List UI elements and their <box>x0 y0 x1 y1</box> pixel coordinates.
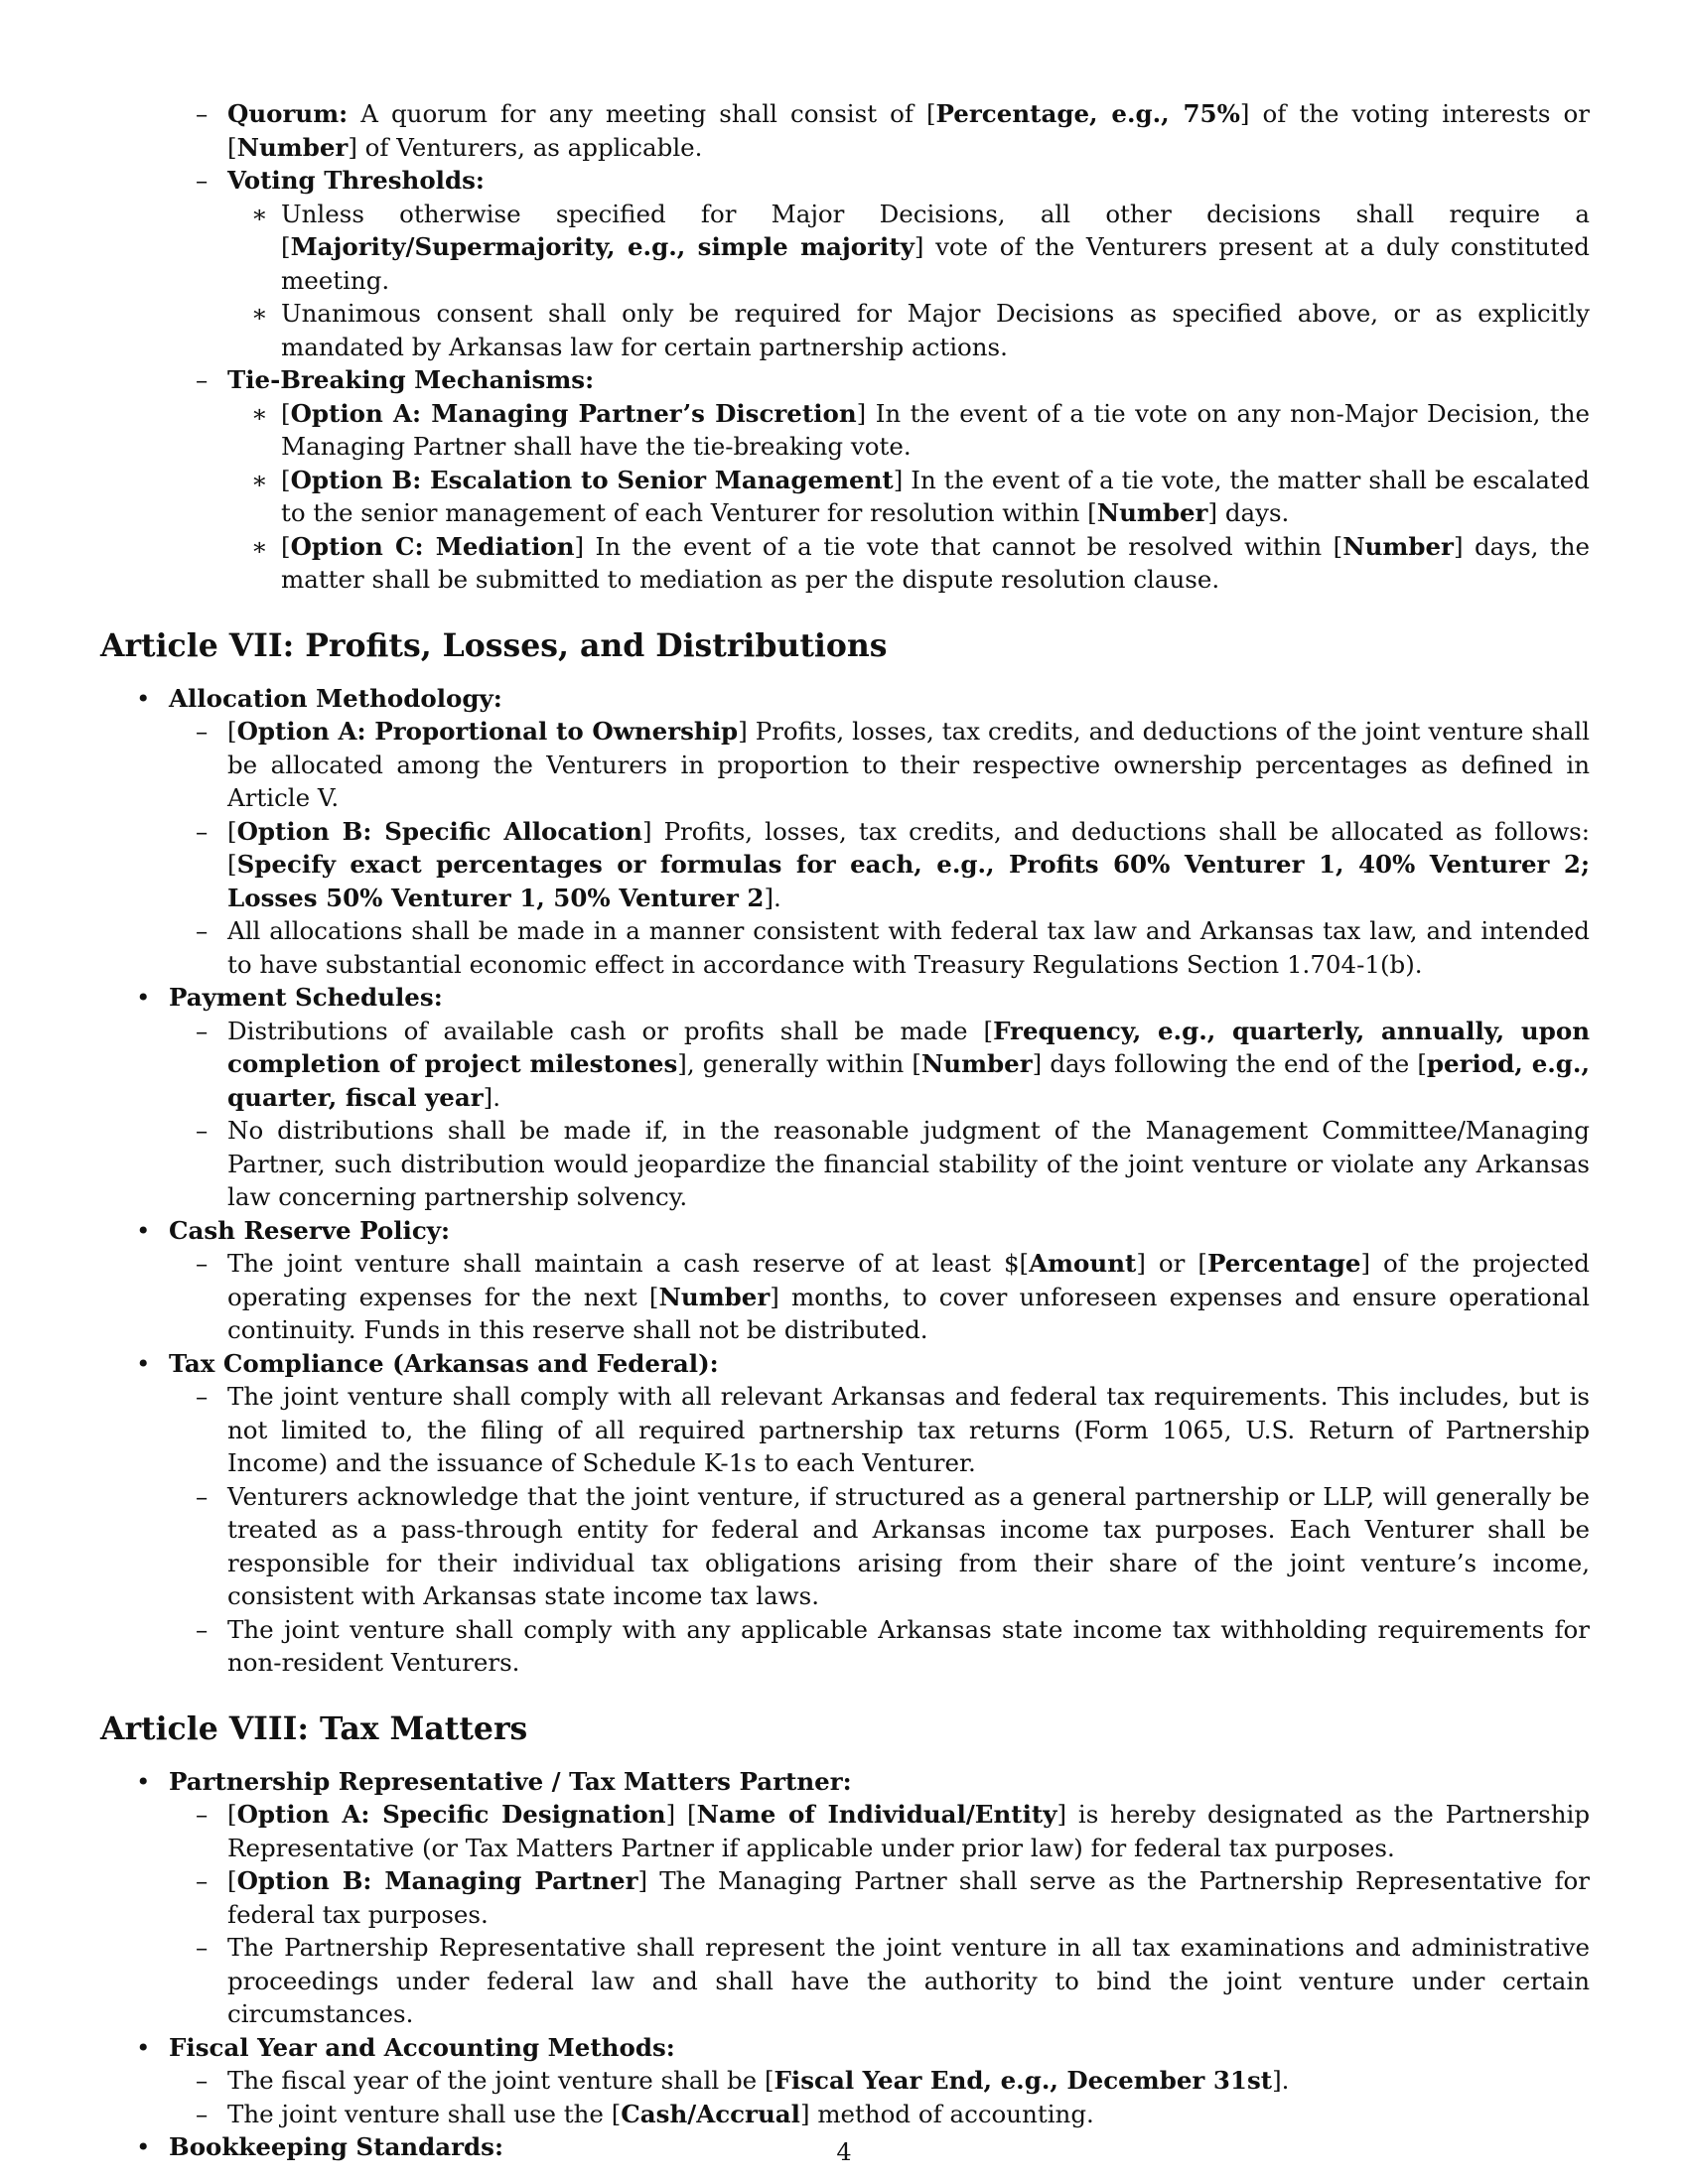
bullet-dot-icon: • <box>136 983 151 1012</box>
representative-option-a-label: Option A: Specific Designation <box>236 1800 666 1829</box>
voting-majority-text-1: Unless otherwise specified for Major Decisions, all other decisions shall require a [ <box>281 199 1590 261</box>
cash-text-3: ] of the projected operating expenses for the next [ <box>227 1249 1590 1311</box>
representative-option-b <box>100 1864 1590 1931</box>
fiscal-year-sublist <box>100 2064 1590 2130</box>
accounting-method <box>100 2098 1590 2131</box>
dash-bullet-icon: – <box>196 717 209 746</box>
bracket: [ <box>281 531 291 561</box>
dash-bullet-icon: – <box>196 2099 209 2128</box>
representative-option-b-label: Option B: Managing Partner <box>236 1866 638 1895</box>
dash-bullet-icon: – <box>196 2066 209 2095</box>
partnership-representative <box>100 1765 1590 2031</box>
tie-option-a <box>100 397 1590 464</box>
tie-option-a-text: ] In the event of a tie vote on any non-Major Decision, the Managing Partner shall have the tie-breaking vote. <box>281 398 1590 461</box>
quorum-item <box>100 97 1590 164</box>
article-viii-list <box>100 1765 1590 2164</box>
fiscal-year-text-2: ]. <box>1272 2066 1290 2095</box>
fiscal-year-label: Fiscal Year and Accounting Methods: <box>169 2032 675 2062</box>
bracket: [ <box>281 465 291 494</box>
tie-option-b-label: Option B: Escalation to Senior Management <box>290 465 894 494</box>
bullet-dot-icon: • <box>136 1215 151 1245</box>
representative-option-a <box>100 1798 1590 1864</box>
bullet-dot-icon: • <box>136 2032 151 2062</box>
cash-text-2: ] or [ <box>1136 1249 1207 1278</box>
voting-majority-placeholder: Majority/Supermajority, e.g., simple majority <box>290 232 914 261</box>
tax-compliance-withholding <box>100 1613 1590 1680</box>
tie-option-c <box>100 530 1590 597</box>
asterisk-bullet-icon: ∗ <box>251 199 268 228</box>
dash-bullet-icon: – <box>196 916 209 945</box>
allocation-option-b <box>100 815 1590 915</box>
allocation-methodology <box>100 682 1590 982</box>
quorum-text-1: A quorum for any meeting shall consist of [ <box>348 99 936 128</box>
cash-text-4: ] months, to cover unforeseen expenses and ensure operational continuity. Funds in this reserve shall not be distributed. <box>227 1282 1590 1344</box>
fiscal-year-placeholder: Fiscal Year End, e.g., December 31st <box>774 2066 1273 2095</box>
tie-option-c-placeholder: Number <box>1342 531 1454 561</box>
voting-threshold-majority <box>100 198 1590 298</box>
tie-breaking-sublist <box>100 397 1590 597</box>
tax-compliance-label: Tax Compliance (Arkansas and Federal): <box>169 1348 719 1378</box>
quorum-label: Quorum: <box>227 99 349 128</box>
cash-reserve-sublist <box>100 1247 1590 1347</box>
payment-text-4: ]. <box>483 1082 501 1112</box>
voting-threshold-unanimous <box>100 297 1590 363</box>
dash-bullet-icon: – <box>196 1016 209 1045</box>
dash-bullet-icon: – <box>196 1800 209 1829</box>
dash-bullet-icon: – <box>196 1614 209 1644</box>
asterisk-bullet-icon: ∗ <box>251 465 268 494</box>
payment-text-1: Distributions of available cash or profits shall be made [ <box>227 1016 994 1045</box>
payment-distributions <box>100 1015 1590 1115</box>
tax-compliance-filing <box>100 1380 1590 1480</box>
asterisk-bullet-icon: ∗ <box>251 398 268 428</box>
tie-option-a-label: Option A: Managing Partner’s Discretion <box>290 398 857 428</box>
representative-option-a-text-2: ] is hereby designated as the Partnership Representative (or Tax Matters Partner if applicable under prior law) for federal tax purposes. <box>227 1800 1591 1862</box>
quorum-text-3: ] of Venturers, as applicable. <box>348 132 703 162</box>
representative-option-b-text: ] The Managing Partner shall serve as the Partnership Representative for federal tax purposes. <box>227 1866 1590 1929</box>
payment-period-placeholder: period, e.g., quarter, fiscal year <box>227 1049 1590 1112</box>
quorum-text-2: ] of the voting interests or [ <box>227 99 1590 162</box>
allocation-option-a-label: Option A: Proportional to Ownership <box>236 717 739 746</box>
payment-schedules <box>100 981 1590 1214</box>
allocation-consistency-text: All allocations shall be made in a manner consistent with federal tax law and Arkansas tax law, and intended to have substantial economic effect in accordance with Treasury Regulations Section 1.704-1(b). <box>227 916 1590 979</box>
payment-sublist <box>100 1015 1590 1214</box>
allocation-consistency <box>100 914 1590 981</box>
voting-unanimous-text: Unanimous consent shall only be required for Major Decisions as specified above, or as explicitly mandated by Arkansas law for certain partnership actions. <box>281 299 1590 361</box>
tax-compliance-filing-text: The joint venture shall comply with all relevant Arkansas and federal tax requirements. This includes, but is not limited to, the filing of all required partnership tax returns (Form 1065, U.S. Return of Partnership Income) and the issuance of Schedule K-1s to each Venturer. <box>227 1382 1590 1477</box>
payment-number-placeholder: Number <box>920 1049 1033 1078</box>
allocation-option-b-text-1: ] Profits, losses, tax credits, and deductions shall be allocated as follows: [ <box>227 816 1591 879</box>
cash-text-1: The joint venture shall maintain a cash reserve of at least $[ <box>227 1249 1030 1278</box>
tie-option-b-text-2: ] days. <box>1207 498 1290 527</box>
bracket: [ <box>227 717 237 746</box>
dash-bullet-icon: – <box>196 1116 209 1145</box>
bullet-dot-icon: • <box>136 1348 151 1378</box>
tie-breaking-label: Tie-Breaking Mechanisms: <box>227 365 595 394</box>
bracket: [ <box>227 816 237 846</box>
payment-schedules-label: Payment Schedules: <box>169 983 443 1012</box>
allocation-option-b-text-2: ]. <box>764 883 781 912</box>
voting-thresholds-label: Voting Thresholds: <box>227 166 485 195</box>
bullet-dot-icon: • <box>136 1766 151 1796</box>
intro-list <box>100 97 1590 597</box>
tie-breaking-item <box>100 363 1590 597</box>
tie-option-c-text-1: ] In the event of a tie vote that cannot be resolved within [ <box>574 531 1343 561</box>
cash-reserve-policy <box>100 1214 1590 1347</box>
payment-text-2: ], generally within [ <box>677 1049 921 1078</box>
asterisk-bullet-icon: ∗ <box>251 299 268 328</box>
payment-restrictions-text: No distributions shall be made if, in the reasonable judgment of the Management Committee/Managing Partner, such distribution would jeopardize the financial stability of the joint venture or violate any Arkansas law concerning partnership solvency. <box>227 1116 1590 1211</box>
dash-bullet-icon: – <box>196 1249 209 1278</box>
dash-bullet-icon: – <box>196 1866 209 1895</box>
article-viii-heading: Article VIII: Tax Matters <box>100 1709 528 1747</box>
allocation-option-a-text: ] Profits, losses, tax credits, and deductions of the joint venture shall be allocated among the Venturers in proportion to their respective ownership percentages as defined in Article V. <box>227 717 1590 812</box>
tax-compliance-pass-through <box>100 1480 1590 1613</box>
partnership-representative-label: Partnership Representative / Tax Matters Partner: <box>169 1766 852 1796</box>
dash-bullet-icon: – <box>196 99 209 128</box>
tax-compliance-pass-through-text: Venturers acknowledge that the joint venture, if structured as a general partnership or LLP, will generally be treated as a pass-through entity for federal and Arkansas income tax purposes. Each Venturer shall be responsible for their individual tax obligations arising from their share of the joint venture’s income, consistent with Arkansas state income tax laws. <box>227 1481 1590 1610</box>
article-vii-heading: Article VII: Profits, Losses, and Distributions <box>100 626 888 664</box>
tie-option-c-label: Option C: Mediation <box>290 531 575 561</box>
cash-percentage-placeholder: Percentage <box>1206 1249 1361 1278</box>
allocation-option-b-placeholder: Specify exact percentages or formulas for each, e.g., Profits 60% Venturer 1, 40% Venturer 2; Losses 50% Venturer 1, 50% Venturer 2 <box>227 850 1590 912</box>
bracket: [ <box>227 1866 237 1895</box>
representative-option-a-text-1: ] [ <box>665 1800 697 1829</box>
accounting-method-text-1: The joint venture shall use the [ <box>227 2099 622 2128</box>
dash-bullet-icon: – <box>196 1933 209 1962</box>
accounting-method-placeholder: Cash/Accrual <box>621 2099 800 2128</box>
dash-bullet-icon: – <box>196 166 209 195</box>
allocation-sublist <box>100 715 1590 981</box>
fiscal-year-accounting <box>100 2031 1590 2131</box>
payment-restrictions <box>100 1114 1590 1214</box>
tie-option-b-text-1: ] In the event of a tie vote, the matter shall be escalated to the senior management of each Venturer for resolution within [ <box>281 465 1590 527</box>
representative-authority-text: The Partnership Representative shall represent the joint venture in all tax examinations and administrative proceedings under federal law and shall have the authority to bind the joint venture under certain circumstances. <box>227 1933 1590 2028</box>
article-vii-list <box>100 682 1590 1680</box>
tie-option-c-text-2: ] days, the matter shall be submitted to mediation as per the dispute resolution clause. <box>281 531 1591 594</box>
representative-authority <box>100 1931 1590 2031</box>
fiscal-year-text-1: The fiscal year of the joint venture shall be [ <box>227 2066 774 2095</box>
representative-sublist <box>100 1798 1590 2031</box>
tax-compliance <box>100 1347 1590 1680</box>
bracket: [ <box>281 398 291 428</box>
bracket: [ <box>227 1800 237 1829</box>
dash-bullet-icon: – <box>196 1481 209 1511</box>
bookkeeping-standards-label: Bookkeeping Standards: <box>169 2132 504 2161</box>
bullet-dot-icon: • <box>136 683 151 713</box>
tie-option-b-placeholder: Number <box>1096 498 1208 527</box>
quorum-placeholder-number: Number <box>236 132 349 162</box>
voting-majority-text-2: ] vote of the Venturers present at a duly constituted meeting. <box>281 232 1590 295</box>
cash-number-placeholder: Number <box>658 1282 771 1311</box>
page-number: 4 <box>836 2138 852 2166</box>
tax-compliance-sublist <box>100 1380 1590 1680</box>
payment-frequency-placeholder: Frequency, e.g., quarterly, annually, upon completion of project milestones <box>227 1016 1591 1078</box>
bullet-dot-icon: • <box>136 2132 151 2161</box>
asterisk-bullet-icon: ∗ <box>251 531 268 561</box>
payment-text-3: ] days following the end of the [ <box>1032 1049 1427 1078</box>
document-page <box>100 97 1590 2164</box>
dash-bullet-icon: – <box>196 1382 209 1411</box>
cash-reserve-label: Cash Reserve Policy: <box>169 1215 451 1245</box>
tie-option-b <box>100 464 1590 530</box>
accounting-method-text-2: ] method of accounting. <box>799 2099 1094 2128</box>
allocation-methodology-label: Allocation Methodology: <box>169 683 502 713</box>
allocation-option-a <box>100 715 1590 815</box>
voting-thresholds-item <box>100 164 1590 363</box>
tax-compliance-withholding-text: The joint venture shall comply with any applicable Arkansas state income tax withholding requirements for non-resident Venturers. <box>227 1614 1590 1677</box>
dash-bullet-icon: – <box>196 365 209 394</box>
allocation-option-b-label: Option B: Specific Allocation <box>236 816 642 846</box>
fiscal-year-end <box>100 2064 1590 2098</box>
cash-reserve-requirement <box>100 1247 1590 1347</box>
voting-thresholds-sublist <box>100 198 1590 364</box>
dash-bullet-icon: – <box>196 816 209 846</box>
representative-name-placeholder: Name of Individual/Entity <box>696 1800 1057 1829</box>
quorum-placeholder-percentage: Percentage, e.g., 75% <box>935 99 1240 128</box>
cash-amount-placeholder: Amount <box>1029 1249 1137 1278</box>
